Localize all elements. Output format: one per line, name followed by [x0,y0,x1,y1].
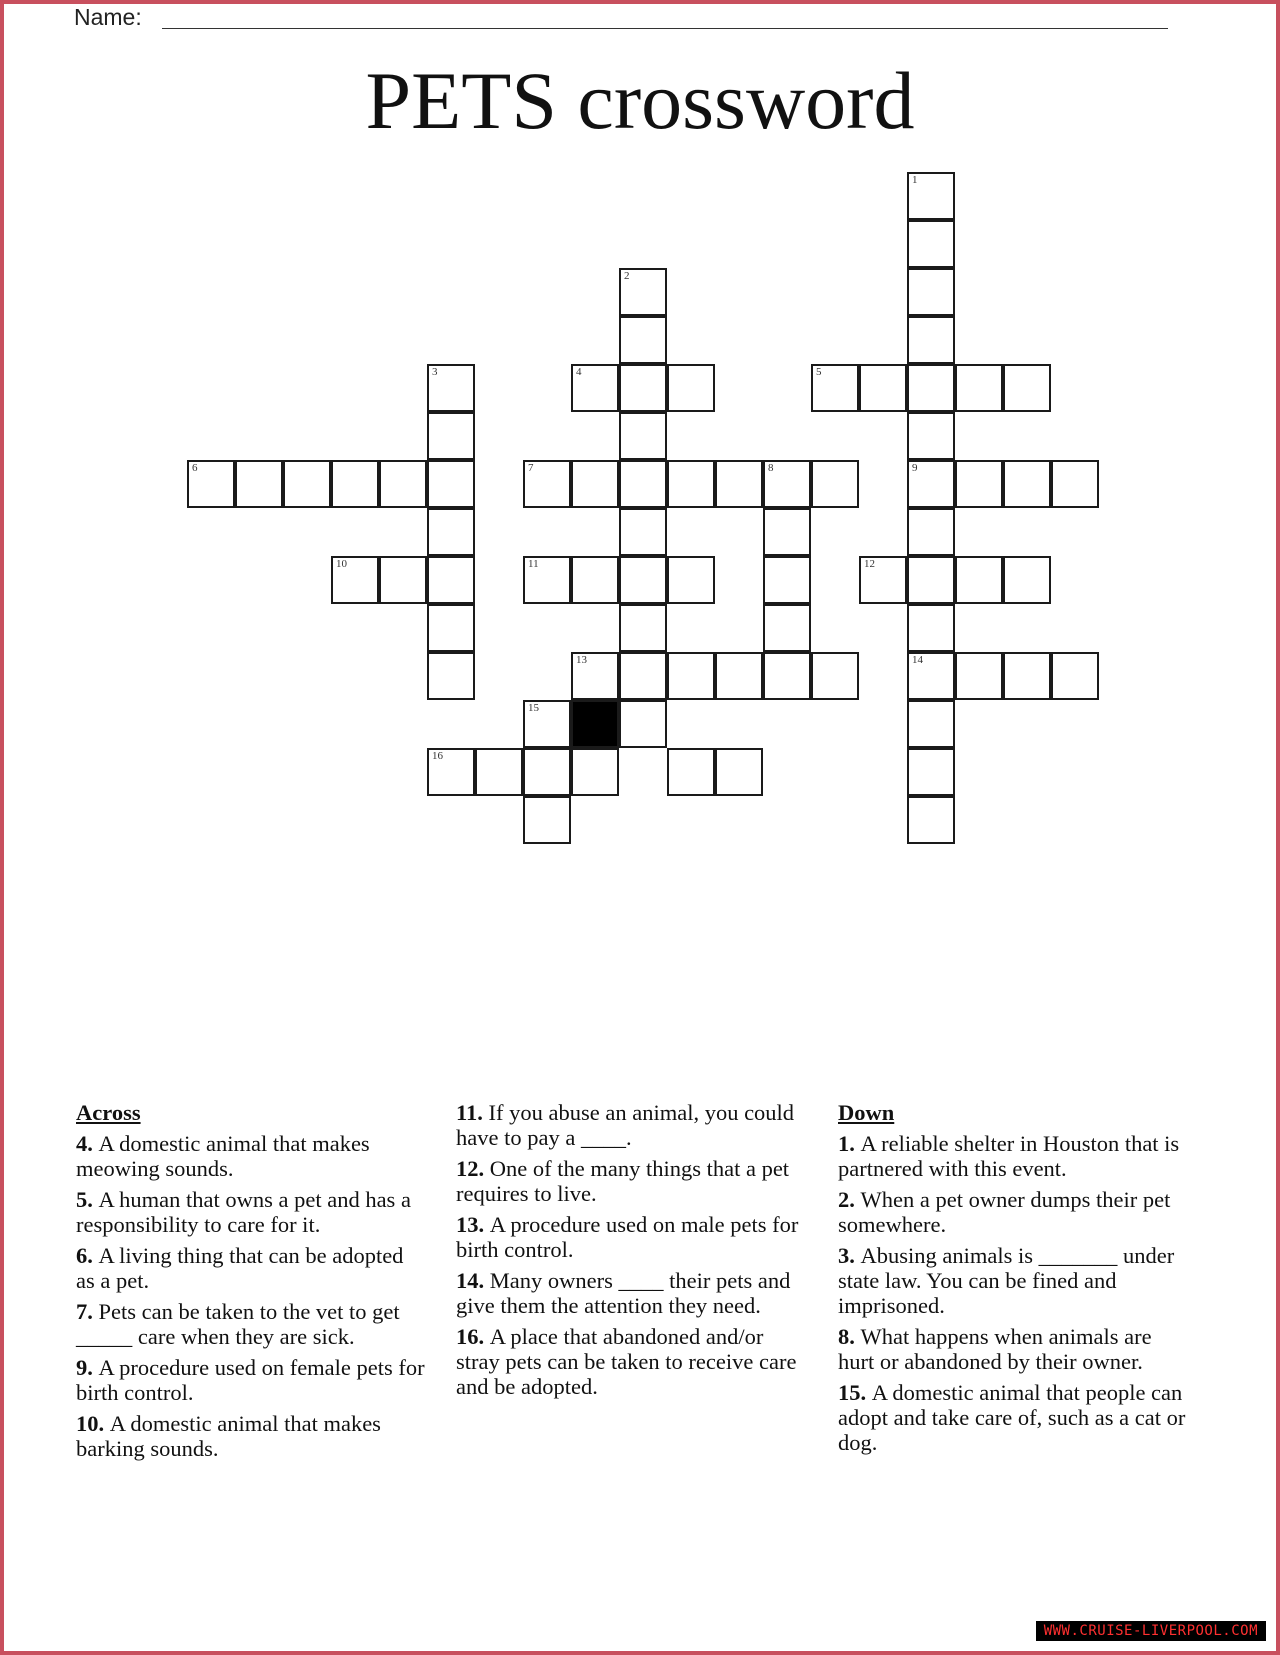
clue-number-label: 2. [838,1187,861,1212]
clue-number: 3 [432,366,438,378]
grid-cell[interactable] [811,364,859,412]
grid-cell[interactable] [811,652,859,700]
clue-number-label: 6. [76,1243,99,1268]
grid-cell[interactable] [1003,556,1051,604]
clue-number-label: 4. [76,1131,99,1156]
clue-text: A domestic animal that makes barking sounds. [76,1411,381,1461]
clue-number-label: 14. [456,1268,490,1293]
grid-cell[interactable] [859,556,907,604]
grid-cell[interactable] [715,460,763,508]
clue-text: A domestic animal that people can adopt and take care of, such as a cat or dog. [838,1380,1186,1455]
clue-number-label: 3. [838,1243,861,1268]
grid-cell[interactable] [427,652,475,700]
clue-number-label: 12. [456,1156,490,1181]
clue-item [456,1156,806,1206]
grid-cell[interactable] [619,652,667,700]
grid-cell[interactable] [907,268,955,316]
grid-cell[interactable] [235,460,283,508]
clue-number-label: 15. [838,1380,872,1405]
clue-number-label: 1. [838,1131,861,1156]
clue-text: A procedure used on female pets for birth control. [76,1355,425,1405]
clue-text: A human that owns a pet and has a responsibility to care for it. [76,1187,411,1237]
across-heading: Across [76,1100,141,1125]
clue-number: 16 [432,750,443,762]
clue-item [456,1212,806,1262]
down-clues [838,1100,1188,1461]
grid-cell[interactable] [955,364,1003,412]
grid-cell[interactable] [427,460,475,508]
grid-cell[interactable] [523,700,571,748]
clue-item [76,1243,426,1293]
clue-number: 14 [912,654,923,666]
clue-text: What happens when animals are hurt or abandoned by their owner. [838,1324,1152,1374]
clue-text: When a pet owner dumps their pet somewhere. [838,1187,1171,1237]
grid-cell[interactable] [475,748,523,796]
across-clues [76,1100,426,1467]
grid-cell[interactable] [907,748,955,796]
grid-cell[interactable] [571,748,619,796]
grid-cell[interactable] [379,460,427,508]
grid-cell[interactable] [907,364,955,412]
grid-cell[interactable] [1003,652,1051,700]
grid-cell[interactable] [907,316,955,364]
clue-item [76,1355,426,1405]
grid-cell[interactable] [1003,364,1051,412]
grid-cell[interactable] [331,556,379,604]
clue-number: 4 [576,366,582,378]
clue-item [76,1411,426,1461]
grid-cell[interactable] [907,604,955,652]
grid-cell[interactable] [955,460,1003,508]
clue-number: 15 [528,702,539,714]
down-heading: Down [838,1100,895,1125]
grid-cell[interactable] [571,460,619,508]
page-title: PETS crossword [365,55,915,146]
clue-item [838,1324,1188,1374]
clue-text: A reliable shelter in Houston that is partnered with this event. [838,1131,1180,1181]
across-clues-continued [456,1100,806,1405]
clue-number: 10 [336,558,347,570]
clue-number: 13 [576,654,587,666]
clue-number-label: 11. [456,1100,489,1125]
grid-cell[interactable] [955,652,1003,700]
clue-number: 8 [768,462,774,474]
grid-cell[interactable] [619,412,667,460]
grid-cell[interactable] [907,700,955,748]
clue-text: A place that abandoned and/or stray pets can be taken to receive care and be adopted. [456,1324,797,1399]
grid-cell[interactable] [907,460,955,508]
grid-cell[interactable] [715,652,763,700]
clue-text: If you abuse an animal, you could have to pay a ____. [456,1100,795,1150]
grid-cell[interactable] [427,508,475,556]
grid-cell[interactable] [427,364,475,412]
clue-item [456,1100,806,1150]
grid-cell[interactable] [667,364,715,412]
grid-cell[interactable] [667,748,715,796]
grid-cell[interactable] [619,556,667,604]
clue-number: 5 [816,366,822,378]
clue-item [838,1131,1188,1181]
clue-text: Many owners ____ their pets and give them the attention they need. [456,1268,791,1318]
grid-cell[interactable] [907,652,955,700]
clue-number: 2 [624,270,630,282]
grid-cell[interactable] [331,460,379,508]
clue-item [456,1324,806,1399]
clue-text: A procedure used on male pets for birth control. [456,1212,799,1262]
clue-number-label: 5. [76,1187,99,1212]
grid-cell[interactable] [907,220,955,268]
black-cell [571,700,619,748]
grid-cell[interactable] [667,460,715,508]
clue-item [838,1380,1188,1455]
clue-number-label: 7. [76,1299,99,1324]
grid-cell[interactable] [1051,460,1099,508]
grid-cell[interactable] [523,748,571,796]
clue-item [838,1243,1188,1318]
clue-number: 6 [192,462,198,474]
grid-cell[interactable] [763,652,811,700]
clue-item [838,1187,1188,1237]
grid-cell[interactable] [667,652,715,700]
clue-item [76,1131,426,1181]
grid-cell[interactable] [667,556,715,604]
grid-cell[interactable] [379,556,427,604]
clue-number: 12 [864,558,875,570]
clue-text: One of the many things that a pet requires to live. [456,1156,790,1206]
grid-cell[interactable] [427,748,475,796]
grid-cell[interactable] [523,796,571,844]
clue-item [456,1268,806,1318]
clue-number: 7 [528,462,534,474]
grid-cell[interactable] [571,364,619,412]
grid-cell[interactable] [907,796,955,844]
grid-cell[interactable] [811,460,859,508]
clue-text: Pets can be taken to the vet to get _____ care when they are sick. [76,1299,400,1349]
clue-number: 11 [528,558,539,570]
grid-cell[interactable] [427,412,475,460]
grid-cell[interactable] [1003,460,1051,508]
clue-text: Abusing animals is _______ under state law. You can be fined and imprisoned. [838,1243,1175,1318]
grid-cell[interactable] [523,460,571,508]
grid-cell[interactable] [907,556,955,604]
clue-number: 9 [912,462,918,474]
name-label: Name: [74,4,142,30]
clue-item [76,1299,426,1349]
clue-number-label: 16. [456,1324,490,1349]
grid-cell[interactable] [907,412,955,460]
grid-cell[interactable] [571,556,619,604]
grid-cell[interactable] [619,316,667,364]
grid-cell[interactable] [571,652,619,700]
grid-cell[interactable] [523,556,571,604]
grid-cell[interactable] [763,460,811,508]
clue-number-label: 13. [456,1212,490,1237]
grid-cell[interactable] [283,460,331,508]
grid-cell[interactable] [619,268,667,316]
grid-cell[interactable] [715,748,763,796]
clue-number: 1 [912,174,918,186]
clue-number-label: 8. [838,1324,861,1349]
grid-cell[interactable] [955,556,1003,604]
clue-text: A domestic animal that makes meowing sounds. [76,1131,370,1181]
clue-text: A living thing that can be adopted as a pet. [76,1243,404,1293]
grid-cell[interactable] [907,172,955,220]
clue-number-label: 9. [76,1355,99,1380]
watermark: WWW.CRUISE-LIVERPOOL.COM [1036,1621,1266,1641]
grid-cell[interactable] [619,364,667,412]
grid-cell[interactable] [907,508,955,556]
grid-cell[interactable] [619,700,667,748]
grid-cell[interactable] [1051,652,1099,700]
grid-cell[interactable] [619,460,667,508]
grid-cell[interactable] [427,604,475,652]
grid-cell[interactable] [187,460,235,508]
grid-cell[interactable] [859,364,907,412]
clue-number-label: 10. [76,1411,110,1436]
grid-cell[interactable] [619,604,667,652]
grid-cell[interactable] [763,556,811,604]
grid-cell[interactable] [763,508,811,556]
grid-cell[interactable] [763,604,811,652]
grid-cell[interactable] [619,508,667,556]
clue-item [76,1187,426,1237]
grid-cell[interactable] [427,556,475,604]
